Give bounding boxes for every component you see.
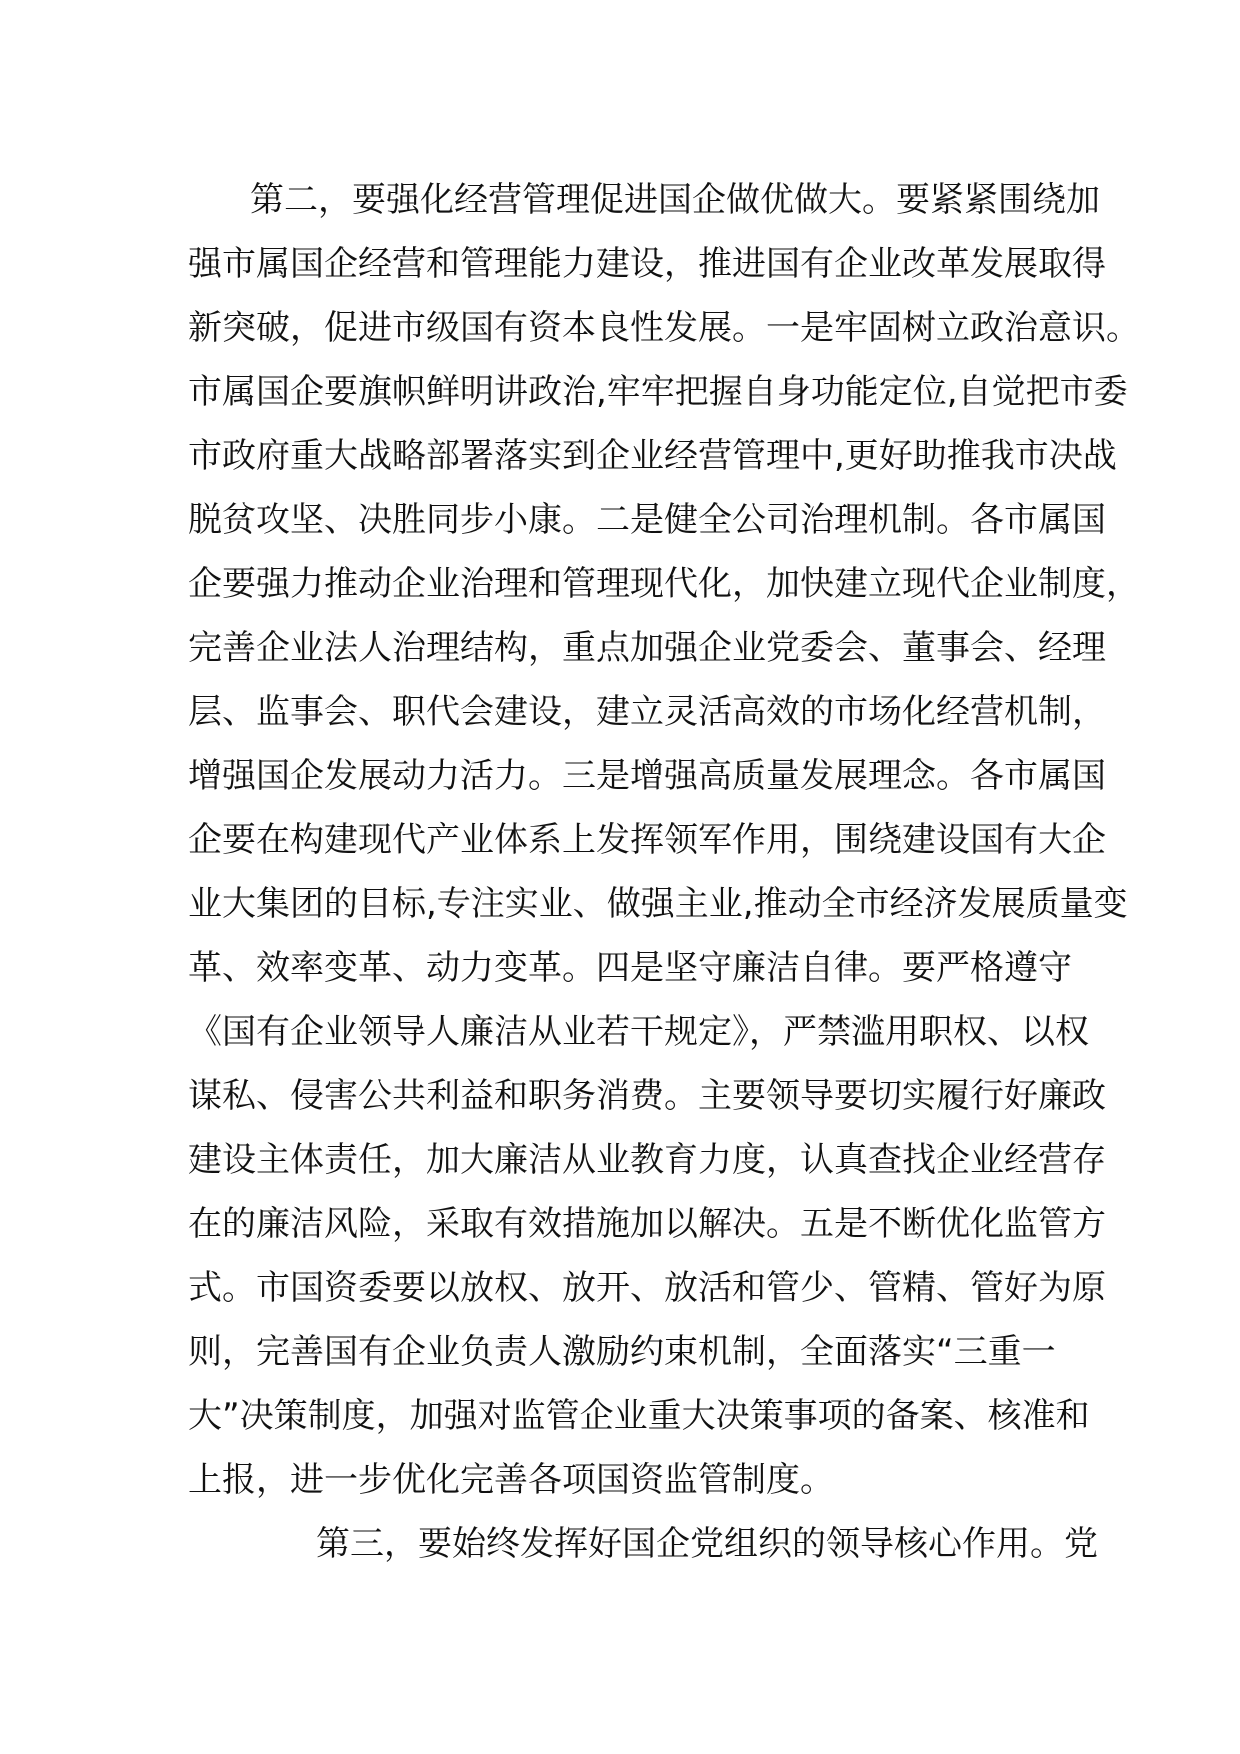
paragraph-line: 第二，要强化经营管理促进国企做优做大。要紧紧围绕加 xyxy=(250,180,1100,220)
paragraph-line: 增强国企发展动力活力。三是增强高质量发展理念。各市属国 xyxy=(188,756,1106,796)
paragraph-line: 强市属国企经营和管理能力建设，推进国有企业改革发展取得 xyxy=(188,244,1106,284)
paragraph-line: 企要在构建现代产业体系上发挥领军作用，围绕建设国有大企 xyxy=(188,820,1106,860)
paragraph-line: 脱贫攻坚、决胜同步小康。二是健全公司治理机制。各市属国 xyxy=(188,500,1106,540)
paragraph-line: 在的廉洁风险，采取有效措施加以解决。五是不断优化监管方 xyxy=(188,1204,1106,1244)
paragraph-line: 层、监事会、职代会建设，建立灵活高效的市场化经营机制， xyxy=(188,692,1106,732)
paragraph-line: 完善企业法人治理结构，重点加强企业党委会、董事会、经理 xyxy=(188,628,1106,668)
paragraph-line: 式。市国资委要以放权、放开、放活和管少、管精、管好为原 xyxy=(188,1268,1106,1308)
paragraph-line: 企要强力推动企业治理和管理现代化，加快建立现代企业制度， xyxy=(188,564,1140,604)
paragraph-line: 则，完善国有企业负责人激励约束机制，全面落实“三重一 xyxy=(188,1332,1056,1372)
paragraph-line: 新突破，促进市级国有资本良性发展。一是牢固树立政治意识。 xyxy=(188,308,1140,348)
paragraph-line: 业大集团的目标,专注实业、做强主业,推动全市经济发展质量变 xyxy=(188,884,1128,924)
paragraph-line: 建设主体责任，加大廉洁从业教育力度，认真查找企业经营存 xyxy=(188,1140,1106,1180)
paragraph-line: 大”决策制度，加强对监管企业重大决策事项的备案、核准和 xyxy=(188,1396,1090,1436)
paragraph-line: 革、效率变革、动力变革。四是坚守廉洁自律。要严格遵守 xyxy=(188,948,1072,988)
paragraph-line: 市政府重大战略部署落实到企业经营管理中,更好助推我市决战 xyxy=(188,436,1117,476)
paragraph-line: 上报，进一步优化完善各项国资监管制度。 xyxy=(188,1460,834,1500)
body-text xyxy=(188,168,1140,1576)
paragraph-line: 《国有企业领导人廉洁从业若干规定》，严禁滥用职权、以权 xyxy=(188,1012,1089,1052)
paragraph-line: 第三，要始终发挥好国企党组织的领导核心作用。党 xyxy=(316,1524,1098,1564)
paragraph-line: 谋私、侵害公共利益和职务消费。主要领导要切实履行好廉政 xyxy=(188,1076,1106,1116)
paragraph-line: 市属国企要旗帜鲜明讲政治,牢牢把握自身功能定位,自觉把市委 xyxy=(188,372,1128,412)
